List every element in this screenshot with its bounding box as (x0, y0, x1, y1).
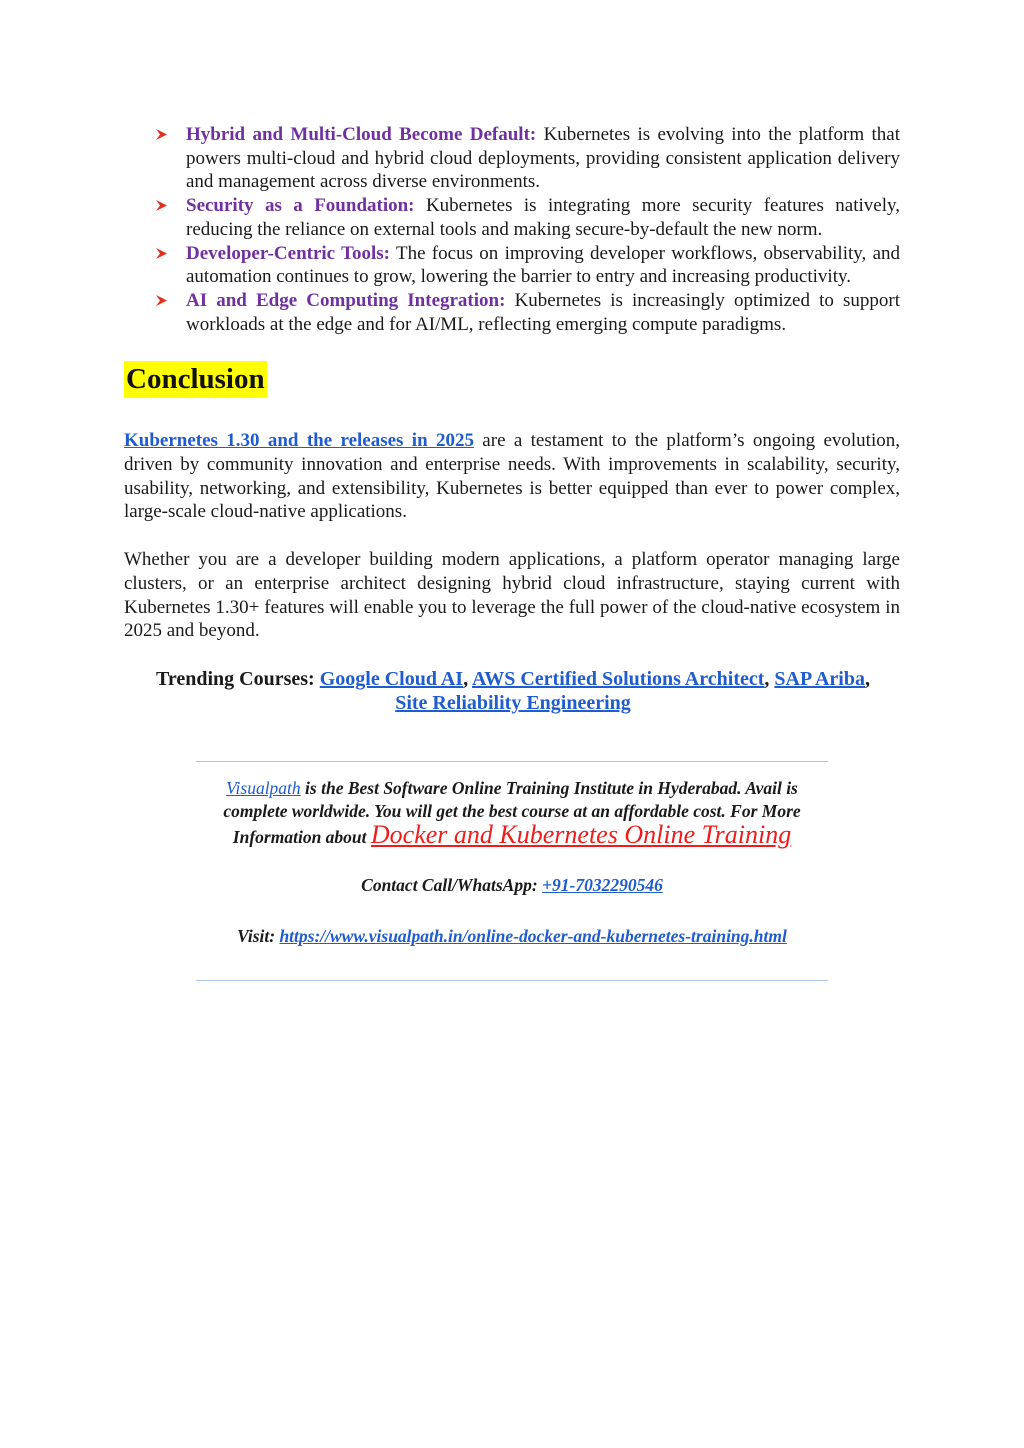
separator: , (764, 667, 775, 690)
visit-label: Visit: (237, 926, 280, 946)
course-link-google-cloud-ai[interactable]: Google Cloud AI (319, 667, 464, 690)
trend-text: Kubernetes is evolving into the platform that powers multi-cloud and hybrid cloud deployments, providing consistent application delivery and management across diverse environments. (186, 124, 900, 193)
visit-line (196, 926, 828, 947)
trend-text: Kubernetes is integrating more security features natively, reducing the reliance on external tools and making secure-by-default the new norm. (186, 195, 900, 240)
page-content (124, 123, 900, 715)
docker-kubernetes-training-link[interactable]: Docker and Kubernetes Online Training (370, 820, 792, 849)
conclusion-paragraph-2: Whether you are a developer building modern applications, a platform operator managing large clusters, or an enterprise architect designing hybrid cloud infrastructure, staying current with Kubernetes 1.30+ features will enable you to leverage the full power of the cloud-native ecosystem in 2025 and beyond. (124, 549, 900, 642)
contact-label: Contact Call/WhatsApp: (361, 875, 543, 895)
promo-box (196, 761, 828, 981)
course-link-sap-ariba[interactable]: SAP Ariba (774, 667, 865, 690)
visualpath-link[interactable]: Visualpath (226, 778, 301, 798)
conclusion-heading-wrap (124, 361, 900, 401)
separator: , (864, 667, 870, 690)
conclusion-heading: Conclusion (124, 361, 267, 398)
promo-text (196, 777, 828, 849)
phone-link[interactable]: +91-7032290546 (542, 875, 663, 895)
contact-line (196, 875, 828, 896)
trend-text: Kubernetes is increasingly optimized to support workloads at the edge and for AI/ML, reflecting emerging compute paradigms. (186, 289, 900, 335)
trend-term: AI and Edge Computing Integration: (186, 289, 506, 311)
arrow-bullet-icon (153, 123, 169, 146)
arrow-bullet-icon (153, 194, 169, 217)
conclusion-paragraph-1 (124, 429, 900, 524)
arrow-bullet-icon (153, 289, 169, 312)
list-item (124, 242, 900, 289)
arrow-bullet-icon (153, 242, 169, 265)
kubernetes-releases-link[interactable]: Kubernetes 1.30 and the releases in 2025 (124, 430, 474, 452)
website-link[interactable]: https://www.visualpath.in/online-docker-and-kubernetes-training.html (279, 926, 787, 946)
trend-term: Hybrid and Multi-Cloud Become Default: (186, 124, 537, 145)
trending-courses (124, 667, 900, 715)
trends-list (124, 123, 900, 336)
separator: , (463, 667, 472, 690)
course-link-sre[interactable]: Site Reliability Engineering (395, 691, 631, 714)
trend-term: Developer-Centric Tools: (186, 242, 391, 264)
conclusion-paragraph-1-text: are a testament to the platform’s ongoing evolution, driven by community innovation and enterprise needs. With improvements in scalability, security, usability, networking, and extensibility, Kubernetes is better equipped than ever to power complex, large-scale cloud-native applications. (124, 430, 900, 523)
promo-description: is the Best Software Online Training Institute in Hyderabad. Avail is complete worldwide. You will get the best course at an affordable cost. For More Information about (223, 778, 801, 847)
list-item (124, 194, 900, 241)
list-item (124, 123, 900, 194)
trend-term: Security as a Foundation: (186, 195, 415, 217)
trend-text: The focus on improving developer workflows, observability, and automation continues to grow, lowering the barrier to entry and increasing productivity. (186, 242, 901, 288)
list-item (124, 289, 900, 336)
course-link-aws-architect[interactable]: AWS Certified Solutions Architect (472, 667, 765, 690)
trending-label: Trending Courses: (156, 667, 320, 690)
